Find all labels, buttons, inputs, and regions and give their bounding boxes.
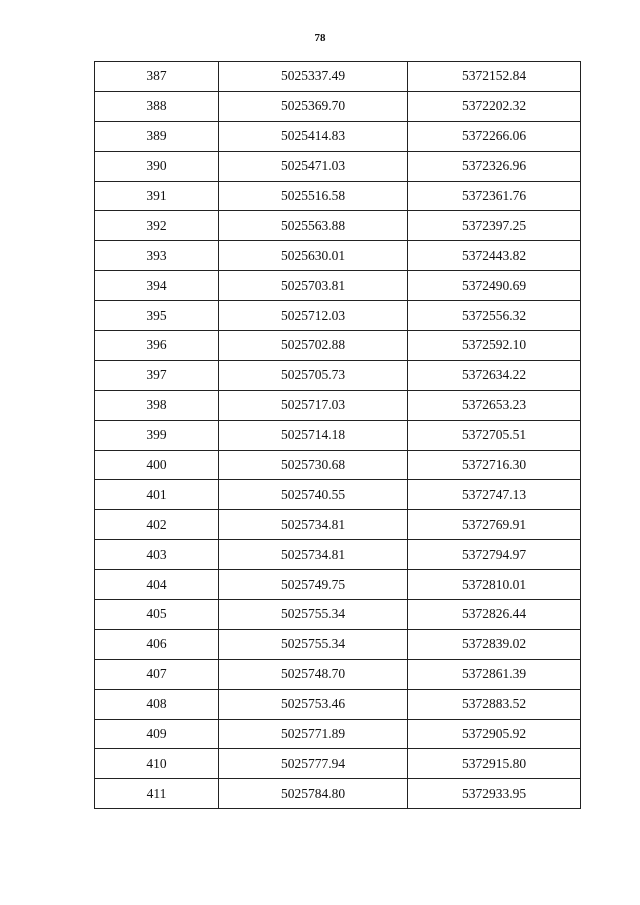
x-coordinate-cell: 5025734.81 bbox=[219, 540, 408, 570]
x-coordinate-cell: 5025753.46 bbox=[219, 689, 408, 719]
x-coordinate-cell: 5025755.34 bbox=[219, 629, 408, 659]
point-number-cell: 405 bbox=[95, 600, 219, 630]
point-number-cell: 408 bbox=[95, 689, 219, 719]
table-row bbox=[95, 450, 581, 480]
x-coordinate-cell: 5025516.58 bbox=[219, 181, 408, 211]
point-number-cell: 394 bbox=[95, 271, 219, 301]
x-coordinate-cell: 5025712.03 bbox=[219, 301, 408, 331]
table-row bbox=[95, 151, 581, 181]
x-coordinate-cell: 5025784.80 bbox=[219, 779, 408, 809]
x-coordinate-cell: 5025740.55 bbox=[219, 480, 408, 510]
point-number-cell: 401 bbox=[95, 480, 219, 510]
table-row bbox=[95, 719, 581, 749]
y-coordinate-cell: 5372794.97 bbox=[408, 540, 581, 570]
x-coordinate-cell: 5025717.03 bbox=[219, 390, 408, 420]
x-coordinate-cell: 5025471.03 bbox=[219, 151, 408, 181]
point-number-cell: 400 bbox=[95, 450, 219, 480]
y-coordinate-cell: 5372326.96 bbox=[408, 151, 581, 181]
x-coordinate-cell: 5025777.94 bbox=[219, 749, 408, 779]
table-row bbox=[95, 390, 581, 420]
y-coordinate-cell: 5372826.44 bbox=[408, 600, 581, 630]
point-number-cell: 410 bbox=[95, 749, 219, 779]
table-row bbox=[95, 360, 581, 390]
coordinates-table-body bbox=[95, 62, 581, 809]
point-number-cell: 402 bbox=[95, 510, 219, 540]
x-coordinate-cell: 5025414.83 bbox=[219, 121, 408, 151]
point-number-cell: 387 bbox=[95, 62, 219, 92]
x-coordinate-cell: 5025755.34 bbox=[219, 600, 408, 630]
table-row bbox=[95, 271, 581, 301]
point-number-cell: 395 bbox=[95, 301, 219, 331]
x-coordinate-cell: 5025748.70 bbox=[219, 659, 408, 689]
table-row bbox=[95, 540, 581, 570]
y-coordinate-cell: 5372810.01 bbox=[408, 570, 581, 600]
x-coordinate-cell: 5025771.89 bbox=[219, 719, 408, 749]
y-coordinate-cell: 5372933.95 bbox=[408, 779, 581, 809]
x-coordinate-cell: 5025369.70 bbox=[219, 91, 408, 121]
point-number-cell: 388 bbox=[95, 91, 219, 121]
y-coordinate-cell: 5372915.80 bbox=[408, 749, 581, 779]
y-coordinate-cell: 5372769.91 bbox=[408, 510, 581, 540]
point-number-cell: 404 bbox=[95, 570, 219, 600]
table-row bbox=[95, 570, 581, 600]
coordinates-table bbox=[94, 61, 581, 809]
table-row bbox=[95, 121, 581, 151]
y-coordinate-cell: 5372556.32 bbox=[408, 301, 581, 331]
table-row bbox=[95, 749, 581, 779]
table-row bbox=[95, 480, 581, 510]
x-coordinate-cell: 5025703.81 bbox=[219, 271, 408, 301]
y-coordinate-cell: 5372361.76 bbox=[408, 181, 581, 211]
y-coordinate-cell: 5372653.23 bbox=[408, 390, 581, 420]
x-coordinate-cell: 5025749.75 bbox=[219, 570, 408, 600]
point-number-cell: 392 bbox=[95, 211, 219, 241]
x-coordinate-cell: 5025714.18 bbox=[219, 420, 408, 450]
point-number-cell: 393 bbox=[95, 241, 219, 271]
x-coordinate-cell: 5025730.68 bbox=[219, 450, 408, 480]
x-coordinate-cell: 5025563.88 bbox=[219, 211, 408, 241]
point-number-cell: 389 bbox=[95, 121, 219, 151]
point-number-cell: 406 bbox=[95, 629, 219, 659]
table-row bbox=[95, 301, 581, 331]
table-row bbox=[95, 629, 581, 659]
table-row bbox=[95, 62, 581, 92]
y-coordinate-cell: 5372202.32 bbox=[408, 91, 581, 121]
y-coordinate-cell: 5372634.22 bbox=[408, 360, 581, 390]
y-coordinate-cell: 5372883.52 bbox=[408, 689, 581, 719]
table-row bbox=[95, 241, 581, 271]
point-number-cell: 390 bbox=[95, 151, 219, 181]
y-coordinate-cell: 5372592.10 bbox=[408, 331, 581, 361]
y-coordinate-cell: 5372266.06 bbox=[408, 121, 581, 151]
point-number-cell: 407 bbox=[95, 659, 219, 689]
table-row bbox=[95, 510, 581, 540]
table-row bbox=[95, 659, 581, 689]
table-row bbox=[95, 181, 581, 211]
y-coordinate-cell: 5372861.39 bbox=[408, 659, 581, 689]
point-number-cell: 397 bbox=[95, 360, 219, 390]
point-number-cell: 398 bbox=[95, 390, 219, 420]
point-number-cell: 391 bbox=[95, 181, 219, 211]
table-row bbox=[95, 91, 581, 121]
table-row bbox=[95, 211, 581, 241]
y-coordinate-cell: 5372397.25 bbox=[408, 211, 581, 241]
y-coordinate-cell: 5372443.82 bbox=[408, 241, 581, 271]
x-coordinate-cell: 5025702.88 bbox=[219, 331, 408, 361]
table-row bbox=[95, 420, 581, 450]
x-coordinate-cell: 5025337.49 bbox=[219, 62, 408, 92]
y-coordinate-cell: 5372716.30 bbox=[408, 450, 581, 480]
y-coordinate-cell: 5372705.51 bbox=[408, 420, 581, 450]
point-number-cell: 396 bbox=[95, 331, 219, 361]
y-coordinate-cell: 5372839.02 bbox=[408, 629, 581, 659]
y-coordinate-cell: 5372490.69 bbox=[408, 271, 581, 301]
point-number-cell: 411 bbox=[95, 779, 219, 809]
x-coordinate-cell: 5025734.81 bbox=[219, 510, 408, 540]
table-row bbox=[95, 689, 581, 719]
y-coordinate-cell: 5372905.92 bbox=[408, 719, 581, 749]
page-number: 78 bbox=[314, 32, 326, 44]
table-row bbox=[95, 779, 581, 809]
x-coordinate-cell: 5025705.73 bbox=[219, 360, 408, 390]
table-row bbox=[95, 331, 581, 361]
y-coordinate-cell: 5372152.84 bbox=[408, 62, 581, 92]
point-number-cell: 409 bbox=[95, 719, 219, 749]
point-number-cell: 399 bbox=[95, 420, 219, 450]
point-number-cell: 403 bbox=[95, 540, 219, 570]
table-row bbox=[95, 600, 581, 630]
y-coordinate-cell: 5372747.13 bbox=[408, 480, 581, 510]
x-coordinate-cell: 5025630.01 bbox=[219, 241, 408, 271]
